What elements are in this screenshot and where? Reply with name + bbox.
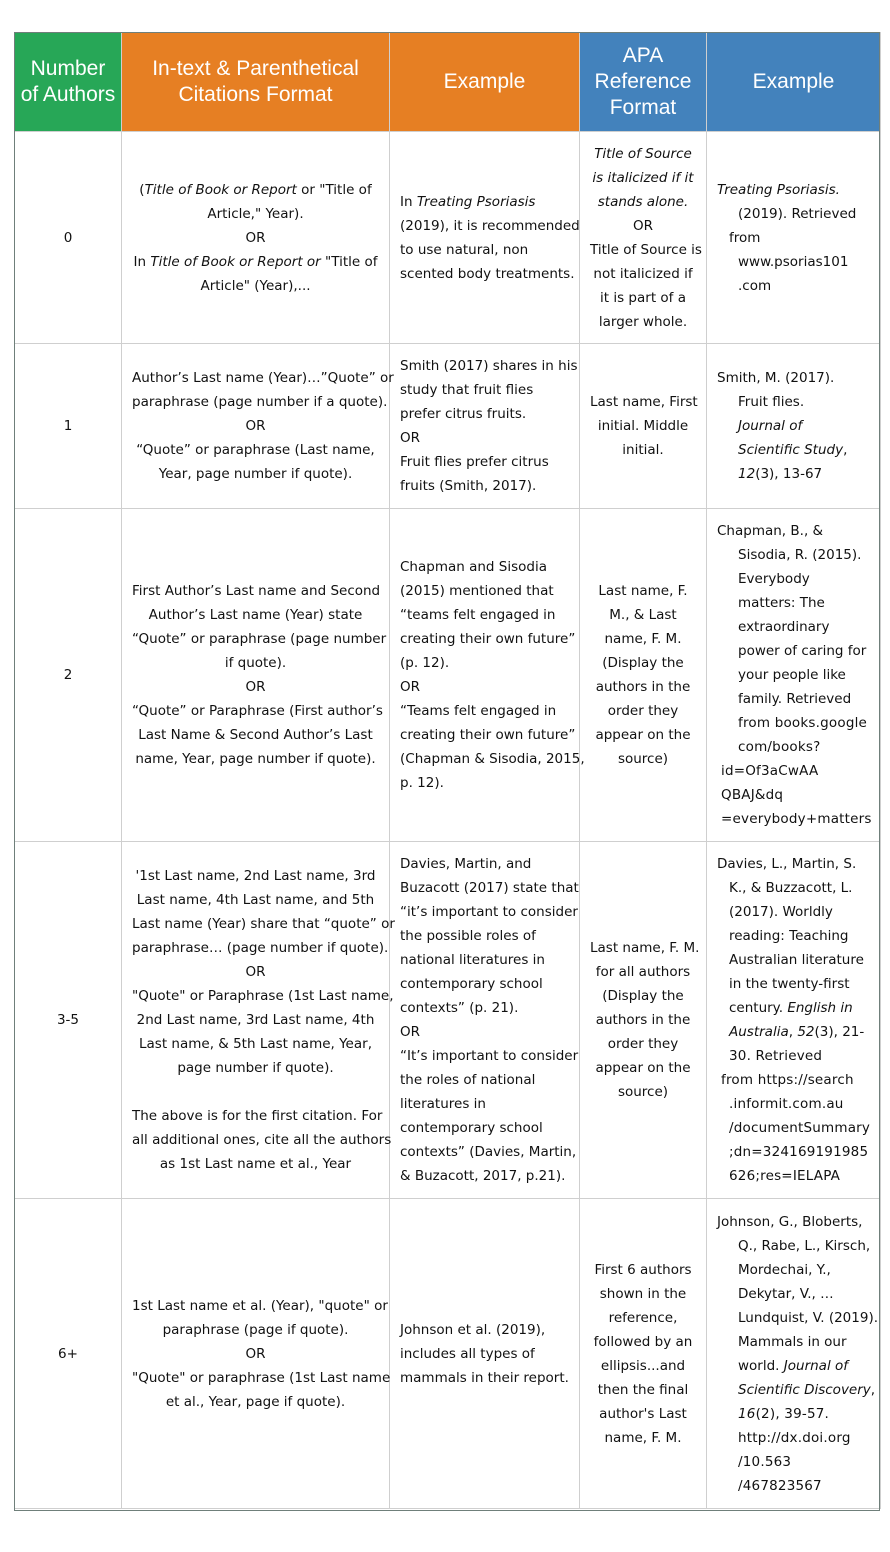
cell-text-line: Sisodia, R. (2015). <box>738 547 862 563</box>
cell-text-line: (2019), it is recommended <box>400 217 580 234</box>
cell-text-line: /documentSummary <box>729 1120 871 1136</box>
cell-text-line: /467823567 <box>738 1477 822 1494</box>
cell-text-line: OR <box>400 430 421 446</box>
cell-text-line: contexts” (Davies, Martin, <box>400 1144 577 1160</box>
cell-text-line: from https://search <box>721 1072 854 1088</box>
cell-text-line: the possible roles of <box>400 928 536 944</box>
cell-text-line: followed by an <box>593 1333 693 1350</box>
cell-text-line: “Quote” or paraphrase (page number <box>132 631 387 647</box>
cell-text-line: (2015) mentioned that <box>400 583 554 599</box>
cell-text-line: ellipsis...and <box>600 1357 686 1374</box>
reference-format-cell <box>580 1199 707 1509</box>
cell-text-line: Chapman and Sisodia <box>400 559 547 575</box>
cell-text-line: Johnson et al. (2019), <box>400 1321 546 1338</box>
citation-format-cell <box>122 509 390 842</box>
cell-text-line: 12(3), 13-67 <box>738 466 823 482</box>
cell-text-line: power of caring for <box>738 643 867 659</box>
cell-text-line: order they <box>607 703 679 719</box>
cell-text-line: Everybody <box>738 571 810 587</box>
cell-text-line: paraphrase… (page number if quote). <box>132 940 389 956</box>
citation-example-cell <box>390 509 585 842</box>
cell-text-line: matters: The <box>738 595 825 611</box>
cell-text-line: Article" (Year),... <box>200 277 311 294</box>
cell-text-line: author's Last <box>599 1405 687 1422</box>
cell-text-line: stands alone. <box>597 193 689 210</box>
cell-text-line: all additional ones, cite all the authors <box>132 1132 392 1148</box>
cell-text-line: (2019). Retrieved <box>738 205 857 222</box>
cell-text-line: (Display the <box>602 655 684 671</box>
table-row <box>15 1199 881 1509</box>
cell-text-line: Johnson, G., Bloberts, <box>717 1213 863 1230</box>
cell-text-line: Smith, M. (2017). <box>717 370 835 386</box>
header-apa-reference-format: APA Reference Format <box>580 33 707 132</box>
cell-text-line: Scientific Study, <box>738 442 848 458</box>
author-count-cell: 6+ <box>15 1199 122 1509</box>
cell-text-line: p. 12). <box>400 775 444 791</box>
cell-text-line: Last name (Year) share that “quote” or <box>132 916 395 932</box>
table-row <box>15 132 881 344</box>
cell-text-line: .com <box>738 277 772 294</box>
cell-text-line: K., & Buzzacott, L. <box>729 880 853 896</box>
reference-format-cell <box>580 344 707 509</box>
table-row <box>15 842 881 1199</box>
cell-text-line: creating their own future” <box>400 631 576 647</box>
cell-text-line: from <box>729 229 761 246</box>
cell-text-line: Author’s Last name (Year) state <box>148 607 363 623</box>
cell-text-line: if quote). <box>224 655 287 671</box>
cell-text-line: 2nd Last name, 3rd Last name, 4th <box>136 1012 375 1028</box>
cell-text-line: contemporary school <box>400 1120 543 1136</box>
cell-text-line: “teams felt engaged in <box>400 607 556 623</box>
cell-text-line: scented body treatments. <box>400 265 575 282</box>
cell-text-line: Smith (2017) shares in his <box>400 358 578 374</box>
cell-text-line: not italicized if <box>593 265 693 282</box>
reference-example-cell <box>707 132 881 344</box>
citation-format-cell <box>122 1199 390 1509</box>
cell-text-line: your people like <box>738 667 846 683</box>
cell-text-line: “Teams felt engaged in <box>400 703 557 719</box>
cell-text-line: Year, page number if quote). <box>158 466 353 482</box>
cell-text-line: 1st Last name et al. (Year), "quote" or <box>132 1297 388 1314</box>
cell-text-line: paraphrase (page if quote). <box>162 1321 349 1338</box>
cell-text-line: world. Journal of <box>738 1357 848 1374</box>
cell-text-line: OR <box>245 1345 266 1362</box>
cell-text-line: “Quote” or paraphrase (Last name, <box>136 442 375 458</box>
cell-text-line: as 1st Last name et al., Year <box>159 1156 352 1172</box>
cell-text-line: (2017). Worldly <box>729 904 833 920</box>
cell-text-line: name, F. M. <box>604 631 682 647</box>
cell-text-line: Davies, L., Martin, S. <box>717 856 857 872</box>
cell-text-line: page number if quote). <box>177 1060 334 1076</box>
cell-text-line: OR <box>245 229 266 246</box>
cell-text-line: OR <box>245 679 266 695</box>
cell-text-line: Fruit flies prefer citrus <box>400 454 549 470</box>
cell-text-line: (p. 12). <box>400 655 450 671</box>
cell-text-line: “It’s important to consider <box>400 1048 579 1064</box>
cell-text-line: extraordinary <box>738 619 830 635</box>
cell-text-line: for all authors <box>595 964 691 980</box>
cell-text-line: =everybody+matters <box>721 811 872 827</box>
cell-text-line: Davies, Martin, and <box>400 856 532 872</box>
cell-text-line: fruits (Smith, 2017). <box>400 478 537 494</box>
cell-text-line: “it’s important to consider <box>400 904 578 920</box>
cell-text-line: national literatures in <box>400 952 545 968</box>
cell-text-line: Last name, 4th Last name, and 5th <box>136 892 375 908</box>
cell-text-line: OR <box>245 964 266 980</box>
cell-text-line: & Buzacott, 2017, p.21). <box>400 1168 566 1184</box>
cell-text-line: then the final <box>597 1381 689 1398</box>
cell-text-line: Treating Psoriasis. <box>717 181 840 198</box>
cell-text-line: Australian literature <box>729 952 864 968</box>
citation-format-cell <box>122 842 395 1199</box>
cell-text-line: .informit.com.au <box>729 1096 844 1112</box>
cell-text-line: Author’s Last name (Year)…”Quote” or <box>132 370 394 386</box>
cell-text-line: ;dn=324169191985 <box>729 1144 869 1160</box>
cell-text-line: appear on the <box>595 1060 691 1076</box>
cell-text-line: First Author’s Last name and Second <box>132 583 381 599</box>
cell-text-line: 30. Retrieved <box>729 1048 823 1064</box>
cell-text-line: /10.563 <box>738 1453 792 1470</box>
cell-text-line: M., & Last <box>609 607 677 623</box>
table-row <box>15 344 881 509</box>
reference-example-cell <box>707 1199 881 1509</box>
cell-text-line: is italicized if it <box>592 169 694 186</box>
cell-text-line: Title of Source <box>594 145 692 162</box>
cell-text-line: Article," Year). <box>207 205 304 222</box>
apa-citation-table <box>14 32 881 1509</box>
cell-text-line: Chapman, B., & <box>717 523 824 539</box>
cell-text-line: http://dx.doi.org <box>738 1429 851 1446</box>
cell-text-line: Last name, F. M. <box>590 940 700 956</box>
cell-text-line: authors in the <box>595 1012 691 1028</box>
cell-text-line: larger whole. <box>598 313 688 330</box>
header-in-text-example: Example <box>390 33 580 132</box>
citation-example-cell <box>390 344 580 509</box>
cell-text-line: QBAJ&dq <box>721 787 784 803</box>
cell-text-line: The above is for the first citation. For <box>132 1108 383 1124</box>
citation-format-cell <box>122 344 394 509</box>
cell-text-line: Dekytar, V., … <box>738 1285 834 1302</box>
table-row <box>15 509 881 842</box>
cell-text-line: Q., Rabe, L., Kirsch, <box>738 1237 871 1254</box>
cell-text-line: authors in the <box>595 679 691 695</box>
cell-text-line: "Quote" or Paraphrase (1st Last name, <box>132 988 394 1004</box>
cell-text-line: OR <box>632 217 653 234</box>
cell-text-line: family. Retrieved <box>738 691 852 707</box>
reference-format-cell <box>580 842 707 1199</box>
cell-text-line: (Title of Book or Report or "Title of <box>139 181 372 198</box>
author-count-cell: 1 <box>15 344 122 509</box>
cell-text-line: OR <box>245 418 266 434</box>
cell-text-line: order they <box>607 1036 679 1052</box>
cell-text-line: initial. <box>622 442 664 458</box>
cell-text-line: Last name, First <box>590 394 698 410</box>
cell-text-line: First 6 authors <box>594 1261 692 1278</box>
cell-text-line: contexts” (p. 21). <box>400 1000 519 1016</box>
citation-example-cell <box>390 132 580 344</box>
cell-text-line: prefer citrus fruits. <box>400 406 527 422</box>
cell-text-line: '1st Last name, 2nd Last name, 3rd <box>135 868 376 884</box>
cell-text-line: mammals in their report. <box>400 1369 569 1386</box>
author-count-cell: 0 <box>15 132 122 344</box>
cell-text-line: Australia, 52(3), 21- <box>729 1024 865 1040</box>
cell-text-line: Title of Source is <box>590 241 702 258</box>
cell-text-line: et al., Year, page if quote). <box>165 1393 346 1410</box>
cell-text-line: study that fruit flies <box>400 382 534 398</box>
cell-text-line: literatures in <box>400 1096 486 1112</box>
cell-text-line: from books.google <box>738 715 868 731</box>
cell-text-line: Last name, & 5th Last name, Year, <box>139 1036 372 1052</box>
cell-text-line: In Treating Psoriasis <box>400 193 536 210</box>
author-count-cell: 2 <box>15 509 122 842</box>
cell-text-line: 16(2), 39-57. <box>738 1405 830 1422</box>
cell-text-line: contemporary school <box>400 976 543 992</box>
cell-text-line: Mordechai, Y., <box>738 1261 831 1278</box>
citation-example-cell <box>390 842 580 1199</box>
cell-text-line: name, Year, page number if quote). <box>135 751 376 767</box>
reference-example-cell <box>707 509 881 842</box>
cell-text-line: Buzacott (2017) state that <box>400 880 579 896</box>
cell-text-line: includes all types of <box>400 1345 535 1362</box>
author-count-cell: 3-5 <box>15 842 122 1199</box>
cell-text-line: reading: Teaching <box>729 928 849 944</box>
cell-text-line: (Display the <box>602 988 684 1004</box>
header-in-text-format: In-text & Parenthetical Citations Format <box>122 33 390 132</box>
cell-text-line: Mammals in our <box>738 1333 847 1350</box>
cell-text-line: com/books? <box>738 739 821 755</box>
cell-text-line: century. English in <box>729 1000 853 1016</box>
cell-text-line: source) <box>617 751 669 767</box>
cell-text-line: in the twenty-first <box>729 976 850 992</box>
cell-text-line: paraphrase (page number if a quote). <box>132 394 388 410</box>
reference-format-cell <box>580 509 707 842</box>
cell-text-line: name, F. M. <box>604 1429 682 1446</box>
header-reference-example: Example <box>707 33 881 132</box>
cell-text-line: Last name, F. <box>598 583 688 599</box>
citation-example-cell <box>390 1199 580 1509</box>
cell-text-line: "Quote" or paraphrase (1st Last name <box>132 1369 391 1386</box>
cell-text-line: reference, <box>608 1309 678 1326</box>
cell-text-line: 626;res=IELAPA <box>729 1168 841 1184</box>
cell-text-line: OR <box>400 1024 421 1040</box>
cell-text-line: shown in the <box>599 1285 687 1302</box>
cell-text-line: OR <box>400 679 421 695</box>
cell-text-line: to use natural, non <box>400 241 529 258</box>
cell-text-line: Journal of <box>738 418 803 434</box>
citation-format-cell <box>122 132 390 344</box>
cell-text-line: creating their own future” <box>400 727 576 743</box>
cell-text-line: id=Of3aCwAA <box>721 763 819 779</box>
cell-text-line: Last Name & Second Author’s Last <box>138 727 373 743</box>
cell-text-line: www.psorias101 <box>738 253 849 270</box>
header-number-of-authors: Number of Authors <box>15 33 122 132</box>
cell-text-line: Lundquist, V. (2019). <box>738 1309 879 1326</box>
cell-text-line: appear on the <box>595 727 691 743</box>
reference-example-cell <box>707 344 881 509</box>
cell-text-line: (Chapman & Sisodia, 2015, <box>400 751 585 767</box>
cell-text-line <box>132 1080 379 1104</box>
header-row <box>15 33 881 132</box>
cell-text-line: In Title of Book or Report or "Title of <box>133 253 378 270</box>
cell-text-line: initial. Middle <box>597 418 689 434</box>
cell-text-line: Scientific Discovery, <box>738 1381 876 1398</box>
cell-text-line: it is part of a <box>600 289 686 306</box>
reference-format-cell <box>580 132 707 344</box>
cell-text-line: Fruit flies. <box>738 394 805 410</box>
cell-text-line: source) <box>617 1084 669 1100</box>
reference-example-cell <box>707 842 881 1199</box>
cell-text-line: “Quote” or Paraphrase (First author’s <box>132 703 383 719</box>
cell-text-line: the roles of national <box>400 1072 536 1088</box>
